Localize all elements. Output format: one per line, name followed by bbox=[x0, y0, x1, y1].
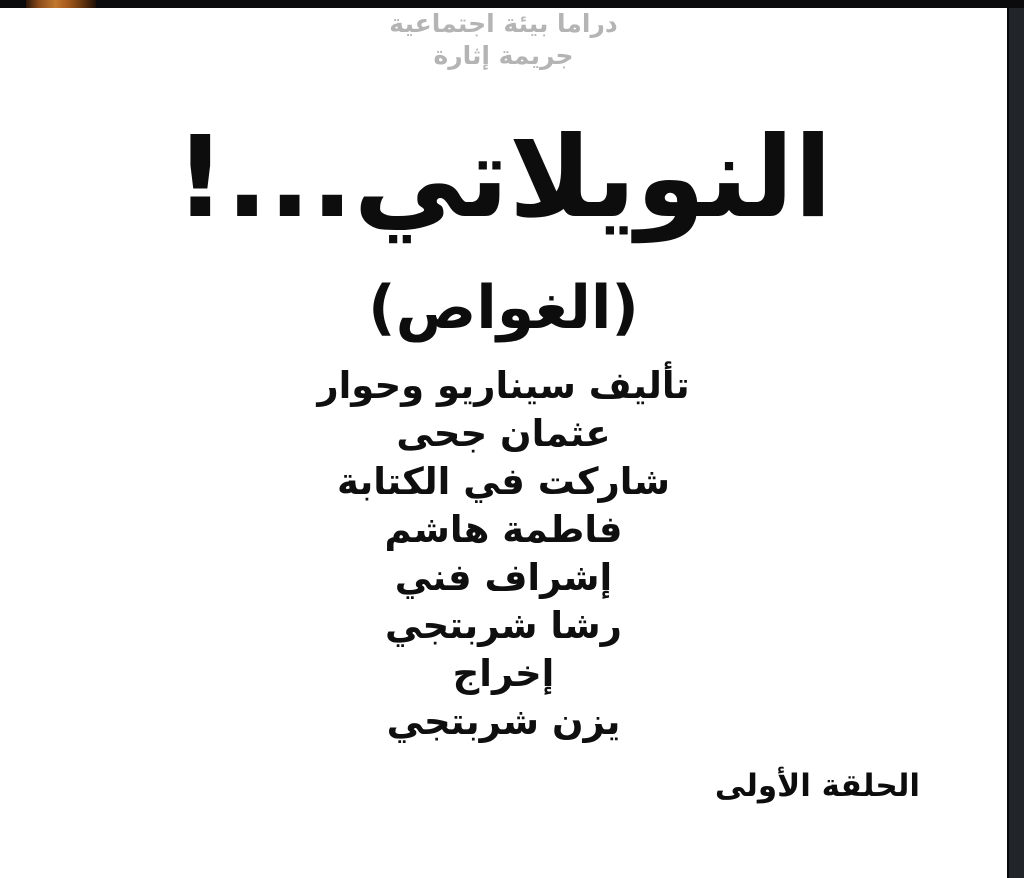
thumbnail-fragment bbox=[26, 0, 96, 8]
series-title: النويلاتي...! bbox=[174, 113, 833, 243]
credit-role-co-writing: شاركت في الكتابة bbox=[336, 460, 671, 503]
title-card-content bbox=[0, 8, 1007, 746]
genre-line-2: جريمة إثارة bbox=[433, 41, 574, 70]
credit-role-writing: تأليف سيناريو وحوار bbox=[317, 364, 690, 407]
episode-label: الحلقة الأولى bbox=[714, 768, 920, 804]
credit-name-director: يزن شربتجي bbox=[386, 700, 621, 743]
series-subtitle: (الغواص) bbox=[368, 273, 639, 343]
credit-role-directing: إخراج bbox=[452, 652, 555, 695]
credit-name-writer: عثمان جحى bbox=[396, 412, 611, 455]
top-black-bar bbox=[0, 0, 1024, 8]
credit-name-co-writer: فاطمة هاشم bbox=[384, 508, 623, 551]
credit-name-supervisor: رشا شربتجي bbox=[385, 604, 622, 647]
credits-block bbox=[0, 362, 1007, 746]
genre-line-1: دراما بيئة اجتماعية bbox=[389, 9, 618, 38]
right-dark-strip bbox=[1007, 0, 1024, 878]
credit-role-artistic-supervision: إشراف فني bbox=[394, 556, 613, 599]
